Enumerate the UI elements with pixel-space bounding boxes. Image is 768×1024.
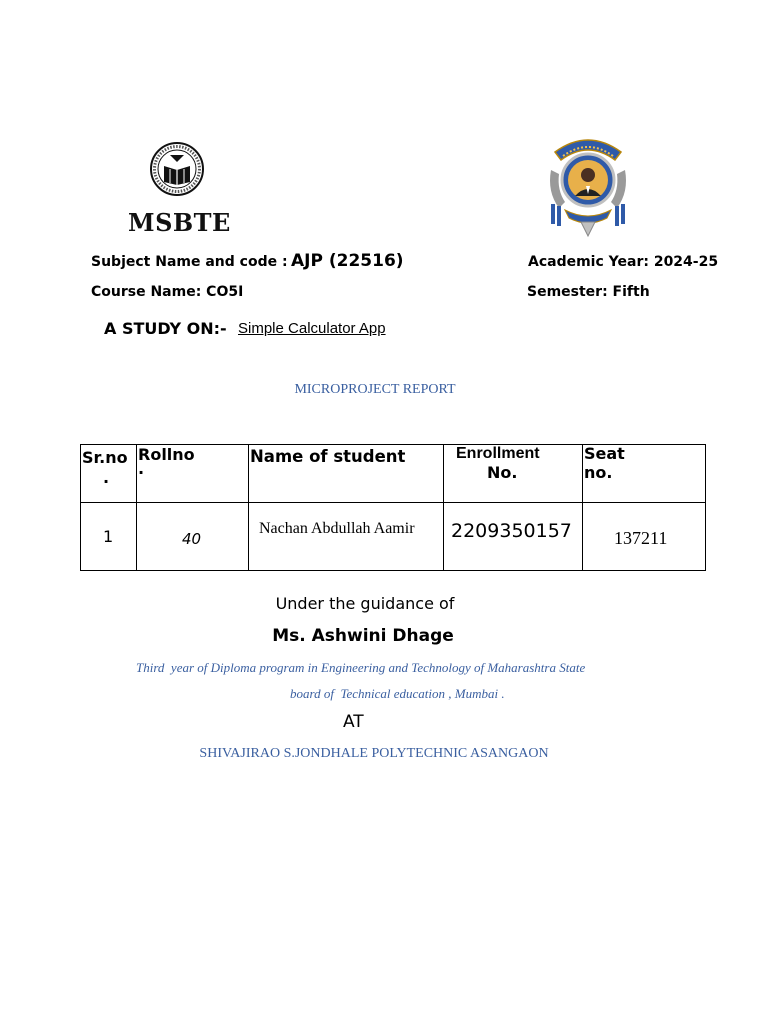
cell-name: Nachan Abdullah Aamir [249,503,444,571]
study-title: Simple Calculator App [238,320,386,337]
student-table [80,444,706,571]
institute-name: SHIVAJIRAO S.JONDHALE POLYTECHNIC ASANGAON [199,746,549,761]
program-line-2: board of Technical education , Mumbai . [290,686,505,701]
guidance-label: Under the guidance of [275,594,455,613]
header-rollno: Rollno . [137,445,249,503]
cell-rollno: 40 [137,503,249,571]
cell-seat: 137211 [583,503,706,571]
study-label: A STUDY ON:- [104,319,227,338]
table-row [81,503,706,571]
table-header-row [81,445,706,503]
subject-label: Subject Name and code : [91,254,288,270]
msbte-emblem-icon [150,142,204,196]
msbte-wordmark: MSBTE [128,208,231,237]
msbte-logo [128,142,230,238]
cell-srno: 1 [81,503,137,571]
academic-year: Academic Year: 2024-25 [528,254,719,270]
header-srno: Sr.no . [81,445,137,503]
college-logo [545,130,631,238]
guide-name: Ms. Ashwini Dhage [272,626,454,646]
subject-code: AJP (22516) [291,251,404,271]
header-seat: Seat no. [583,445,706,503]
program-line-1: Third year of Diploma program in Engineering and Technology of Maharashtra State [136,660,586,675]
report-title: MICROPROJECT REPORT [294,382,456,397]
semester: Semester: Fifth [527,284,650,300]
at-label: AT [343,712,364,732]
header-name: Name of student [249,445,444,503]
header-enrollment: Enrollment No. [444,445,583,503]
cell-enrollment: 2209350157 [444,503,583,571]
college-crest-icon [545,130,631,238]
course-name: Course Name: CO5I [91,284,244,300]
